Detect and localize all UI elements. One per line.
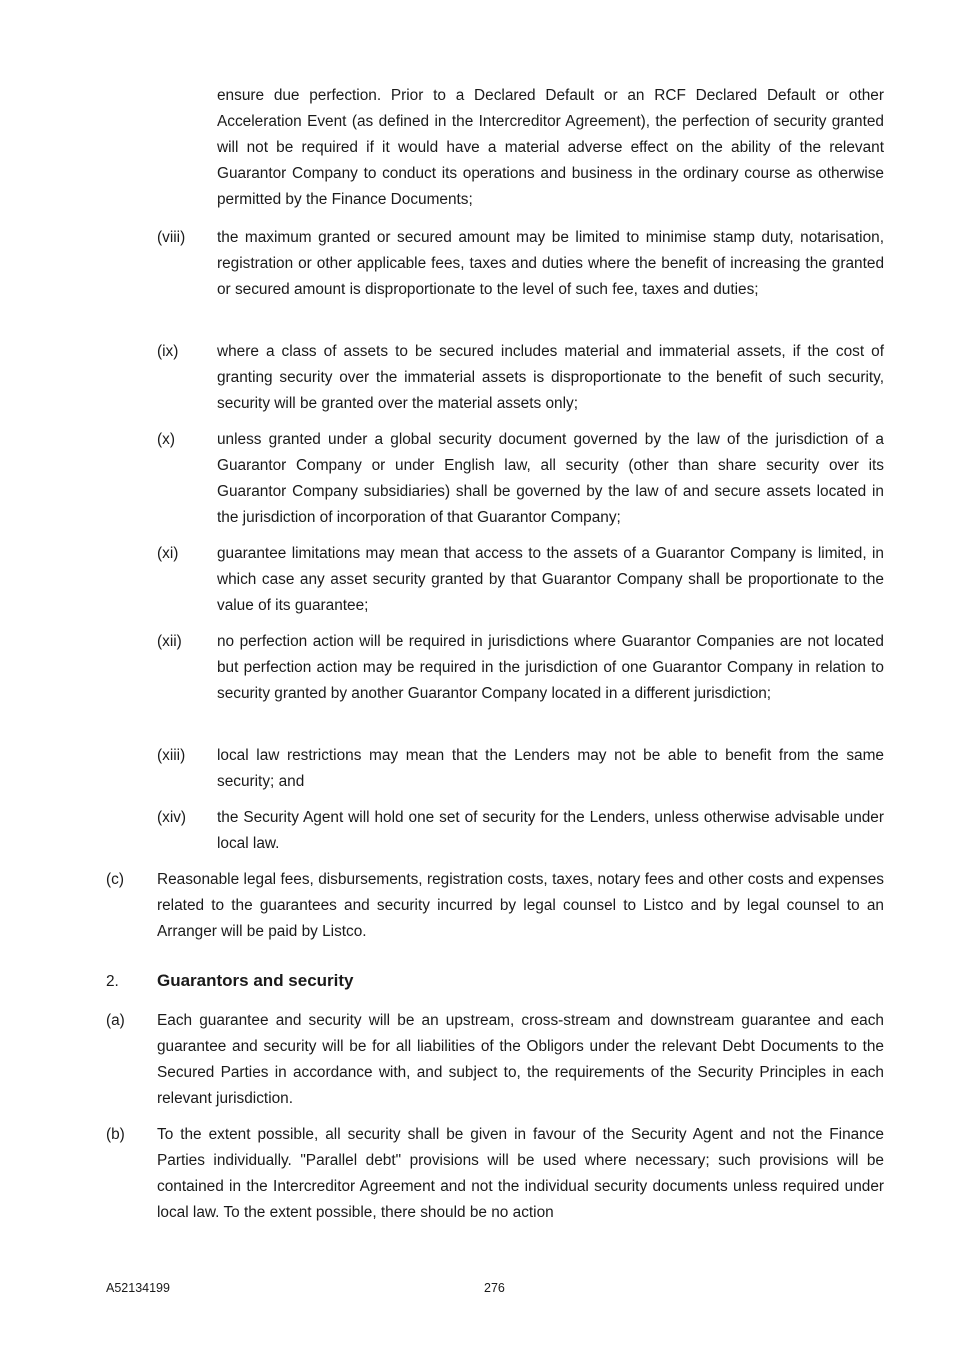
sub-item-label: (x) — [157, 431, 175, 448]
sub-item-label: (xii) — [157, 633, 182, 650]
section-item-label: (a) — [106, 1012, 125, 1029]
sub-item-label: (viii) — [157, 229, 186, 246]
sub-item-text: local law restrictions may mean that the Lenders may not be able to benefit from the same security; and — [217, 747, 884, 790]
sub-item-text: where a class of assets to be secured includes material and immaterial assets, if the cost of granting security over the immaterial assets is disproportionate to the benefit of such security, security will be granted over the material assets only; — [217, 343, 884, 412]
footer-page-number: 276 — [484, 1281, 505, 1295]
sub-item-text: guarantee limitations may mean that access to the assets of a Guarantor Company is limited, in which case any asset security granted by that Guarantor Company shall be proportionate to the value of its guarantee; — [217, 545, 884, 614]
section-number: 2. — [106, 973, 119, 990]
section-item-text: Each guarantee and security will be an upstream, cross-stream and downstream guarantee and each guarantee and security will be for all liabilities of the Obligors under the relevant Debt Documents to the Secured Parties in accordance with, and subject to, the requirements of the Security Principles in each relevant jurisdiction. — [157, 1012, 884, 1107]
sub-item-label: (xiii) — [157, 747, 186, 764]
sub-item-text: unless granted under a global security document governed by the law of the jurisdiction of a Guarantor Company or under English law, all security (other than share security over its Guarantor Company subsidiaries) shall be governed by the law of and secure assets located in the jurisdiction of incorporation of that Guarantor Company; — [217, 431, 884, 526]
continuation-paragraph: ensure due perfection. Prior to a Declared Default or an RCF Declared Default or other Acceleration Event (as defined in the Intercreditor Agreement), the perfection of security granted will not be required if it would have a material adverse effect on the ability of the relevant Guarantor Company to conduct its operations and business in the ordinary course as otherwise permitted by the Finance Documents; — [217, 87, 884, 208]
sub-item-text: no perfection action will be required in jurisdictions where Guarantor Companies are not located but perfection action may be required in the jurisdiction of one Guarantor Company in relation to security granted by another Guarantor Company located in a different jurisdiction; — [217, 633, 884, 702]
section-heading: Guarantors and security — [157, 971, 354, 990]
sub-item-label: (xiv) — [157, 809, 187, 826]
section-item-text: To the extent possible, all security shall be given in favour of the Security Agent and not the Finance Parties individually. "Parallel debt" provisions will be used where necessary; such provisions will be contained in the Intercreditor Agreement and not the individual security documents unless required under local law. To the extent possible, there should be no action — [157, 1126, 884, 1221]
footer-doc-id: A52134199 — [106, 1281, 170, 1295]
item-c-label: (c) — [106, 871, 124, 888]
sub-item-text: the Security Agent will hold one set of security for the Lenders, unless otherwise advisable under local law. — [217, 809, 884, 852]
sub-item-text: the maximum granted or secured amount may be limited to minimise stamp duty, notarisation, registration or other applicable fees, taxes and duties where the benefit of increasing the granted or secured amount is disproportionate to the level of such fee, taxes and duties; — [217, 229, 884, 298]
sub-item-label: (ix) — [157, 343, 179, 360]
sub-item-label: (xi) — [157, 545, 179, 562]
item-c-text: Reasonable legal fees, disbursements, registration costs, taxes, notary fees and other costs and expenses related to the guarantees and security incurred by legal counsel to Listco and by legal counsel to an Arranger will be paid by Listco. — [157, 871, 884, 940]
section-item-label: (b) — [106, 1126, 125, 1143]
